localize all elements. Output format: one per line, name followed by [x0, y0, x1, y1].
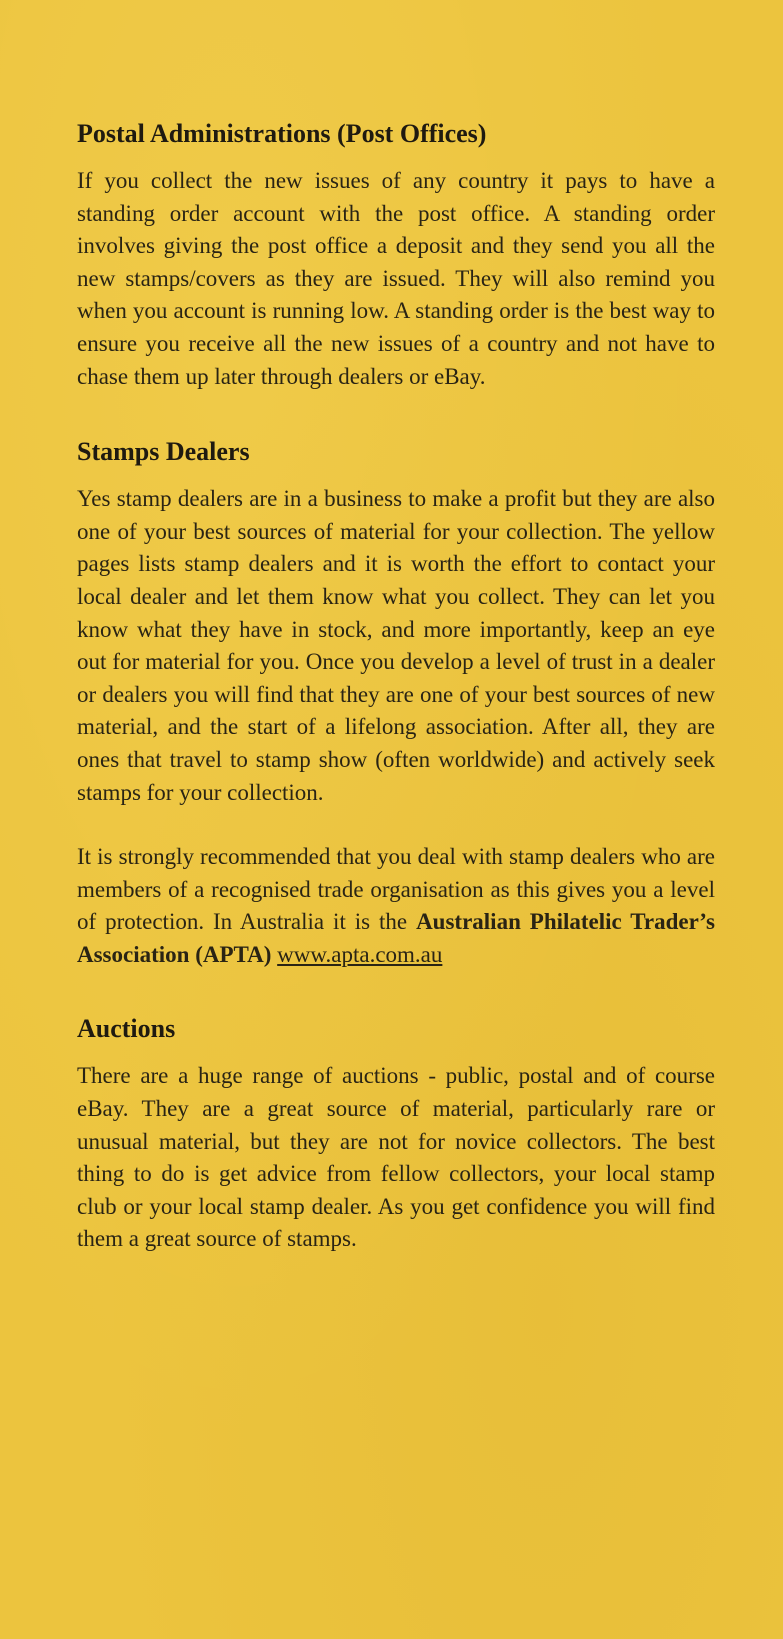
section-postal-administrations — [77, 114, 715, 393]
paragraph-dealers-2 — [77, 841, 715, 971]
paragraph-postal: If you collect the new issues of any country it pays to have a standing order account with the post office. A standing order involves giving the post office a deposit and they send you all the new stamps/covers as they are issued. They will also remind you when you account is running low. A standing order is the best way to ensure you receive all the new issues of a country and not have to chase them up later through dealers or eBay. — [77, 168, 715, 389]
section-heading-auctions: Auctions — [77, 1014, 176, 1044]
paragraph-dealers-1: Yes stamp dealers are in a business to make a profit but they are also one of your best sources of material for your collection. The yellow pages lists stamp dealers and it is worth the effort to contact your local dealer and let them know what you collect. They can let you know what they have in stock, and more importantly, keep an eye out for material for you. Once you develop a level of trust in a dealer or dealers you will find that they are one of your best sources of new material, and the start of a lifelong association. After all, they are ones that travel to stamp show (often worldwide) and actively seek stamps for your collection. — [77, 486, 715, 805]
dealers-recommendation-text: It is strongly recommended that you deal with stamp dealers who are members of a recognised trade organisation as this gives you a level of protection. In Australia it is the — [77, 844, 715, 935]
section-heading-postal: Postal Administrations (Post Offices) — [77, 119, 487, 148]
apta-organisation-name: Australian Philatelic Trader’s Association (APTA) — [77, 909, 715, 967]
section-heading-dealers: Stamps Dealers — [77, 437, 250, 467]
paragraph-auctions: There are a huge range of auctions - public, postal and of course eBay. They are a great source of material, particularly rare or unusual material, but they are not for novice collectors. The best thing to do is get advice from fellow collectors, your local stamp club or your local stamp dealer. As you get confidence you will find them a great source of stamps. — [77, 1063, 715, 1252]
section-auctions — [77, 1009, 715, 1256]
apta-website-link[interactable]: www.apta.com.au — [277, 941, 443, 967]
section-stamp-dealers — [77, 432, 715, 971]
